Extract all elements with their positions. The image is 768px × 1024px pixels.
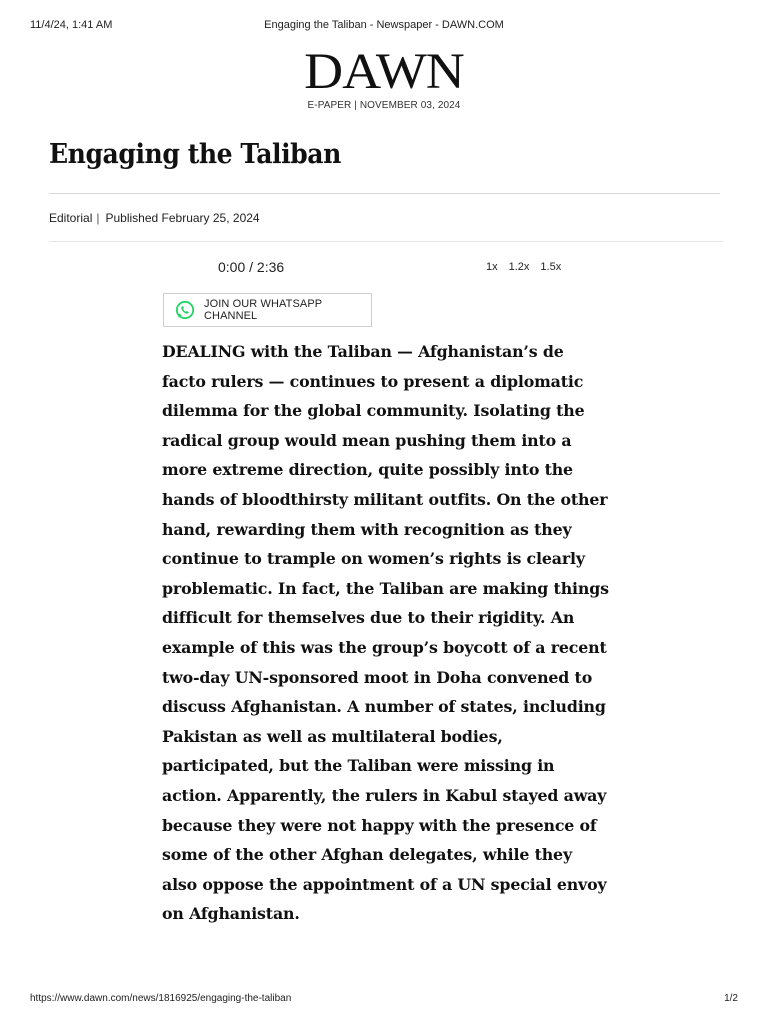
speed-controls: [486, 261, 572, 273]
print-url: https://www.dawn.com/news/1816925/engaging-the-taliban: [30, 993, 292, 1004]
print-page-title: Engaging the Taliban - Newspaper - DAWN.COM: [264, 19, 504, 31]
edition-date: E-PAPER | NOVEMBER 03, 2024: [307, 100, 461, 111]
dawn-logo[interactable]: DAWN: [304, 42, 464, 100]
headline-divider: [49, 193, 720, 194]
print-page-number: 1/2: [724, 993, 738, 1004]
masthead: [0, 42, 768, 111]
whatsapp-channel-button[interactable]: [163, 293, 372, 327]
speed-1x-button[interactable]: 1x: [486, 261, 498, 273]
article-body: DEALING with the Taliban — Afghanistan’s de facto rulers — continues to present a diplomatic dilemma for the global community. Isolating the radical group would mean pushing them into a more extreme direction, quite possibly into the hands of bloodthirsty militant outfits. On the other hand, rewarding them with recognition as they continue to trample on women’s rights is clearly problematic. In fact, the Taliban are making things difficult for themselves due to their rigidity. An example of this was the group’s boycott of a recent two-day UN-sponsored moot in Doha convened to discuss Afghanistan. A number of states, including Pakistan as well as multilateral bodies, participated, but the Taliban were missing in action. Apparently, the rulers in Kabul stayed away because they were not happy with the presence of some of the other Afghan delegates, while they also oppose the appointment of a UN special envoy on Afghanistan.: [162, 342, 609, 924]
whatsapp-icon: [175, 300, 195, 320]
print-datetime: 11/4/24, 1:41 AM: [30, 19, 113, 31]
whatsapp-label: JOIN OUR WHATSAPP CHANNEL: [204, 298, 323, 322]
audio-time: 0:00 / 2:36: [218, 259, 285, 275]
article-meta: [49, 211, 260, 225]
category-link[interactable]: Editorial: [49, 211, 93, 225]
speed-1-2x-button[interactable]: 1.2x: [508, 261, 530, 273]
article-headline: Engaging the Taliban: [49, 139, 341, 170]
meta-divider: [49, 241, 723, 242]
speed-1-5x-button[interactable]: 1.5x: [540, 261, 562, 273]
meta-separator: |: [96, 211, 100, 225]
published-date: Published February 25, 2024: [105, 211, 260, 225]
